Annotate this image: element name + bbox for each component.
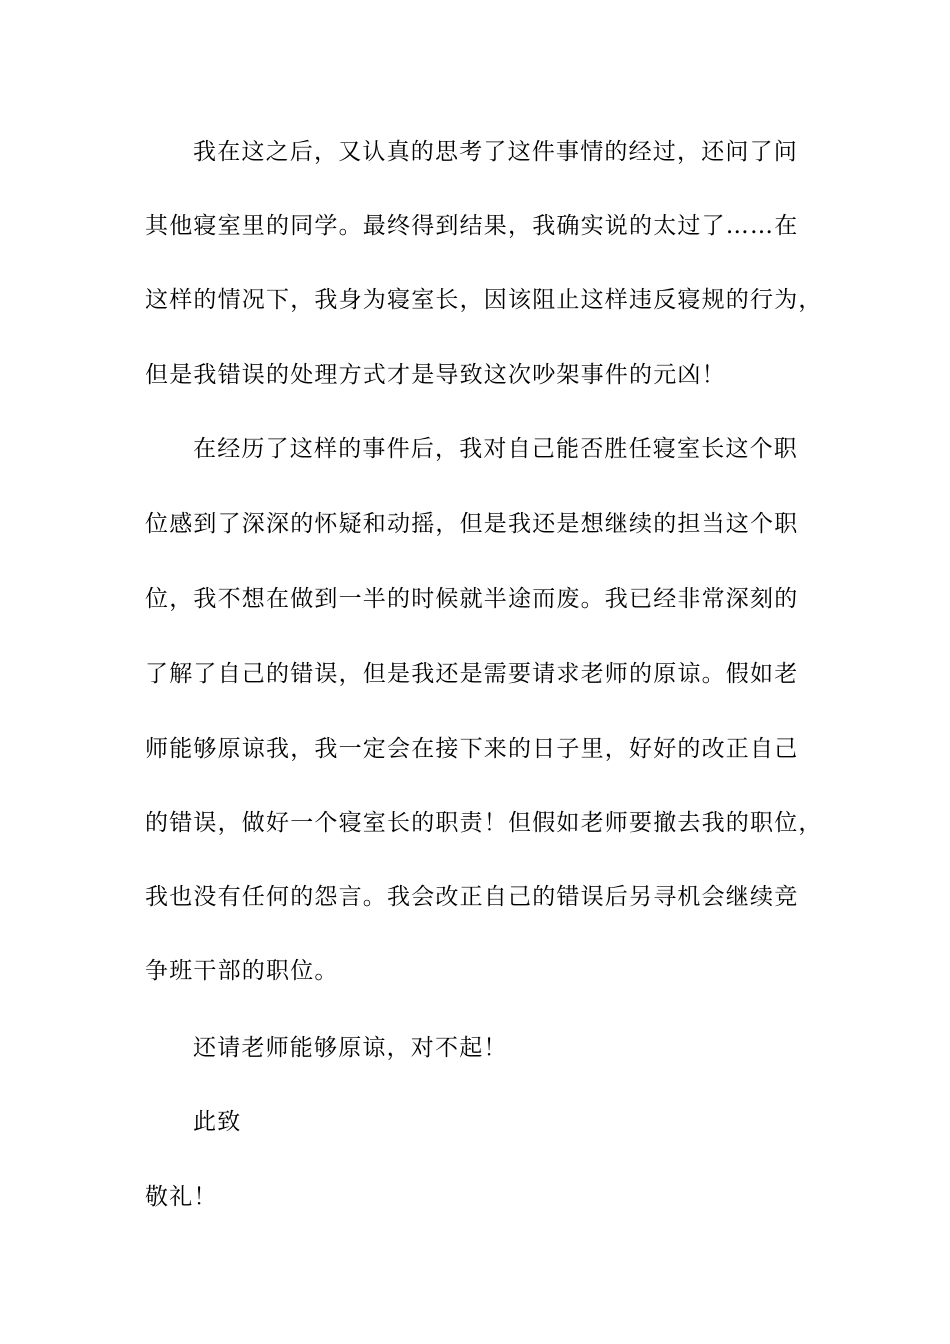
- paragraph-1-line-3: 这样的情况下，我身为寝室长，因该阻止这样违反寝规的行为，: [145, 287, 823, 313]
- paragraph-2-line-7: 我也没有任何的怨言。我会改正自己的错误后另寻机会继续竞: [145, 884, 799, 910]
- paragraph-1-line-2: 其他寝室里的同学。最终得到结果，我确实说的太过了……在: [145, 213, 799, 239]
- paragraph-1-line-1: 我在这之后，又认真的思考了这件事情的经过，还问了问: [193, 139, 798, 165]
- paragraph-2-line-8: 争班干部的职位。: [145, 958, 339, 984]
- paragraph-2-line-5: 师能够原谅我，我一定会在接下来的日子里，好好的改正自己: [145, 736, 799, 762]
- paragraph-2-line-6: 的错误，做好一个寝室长的职责！但假如老师要撤去我的职位，: [145, 810, 823, 836]
- closing-salutation: 此致: [193, 1109, 242, 1135]
- paragraph-2-line-4: 了解了自己的错误，但是我还是需要请求老师的原谅。假如老: [145, 661, 799, 687]
- paragraph-2-line-1: 在经历了这样的事件后，我对自己能否胜任寝室长这个职: [193, 436, 798, 462]
- paragraph-3-line-1: 还请老师能够原谅，对不起！: [193, 1035, 508, 1061]
- paragraph-2-line-2: 位感到了深深的怀疑和动摇，但是我还是想继续的担当这个职: [145, 511, 799, 537]
- paragraph-1-line-4: 但是我错误的处理方式才是导致这次吵架事件的元凶！: [145, 362, 726, 388]
- paragraph-2-line-3: 位，我不想在做到一半的时候就半途而废。我已经非常深刻的: [145, 586, 799, 612]
- closing-regards: 敬礼！: [145, 1184, 218, 1210]
